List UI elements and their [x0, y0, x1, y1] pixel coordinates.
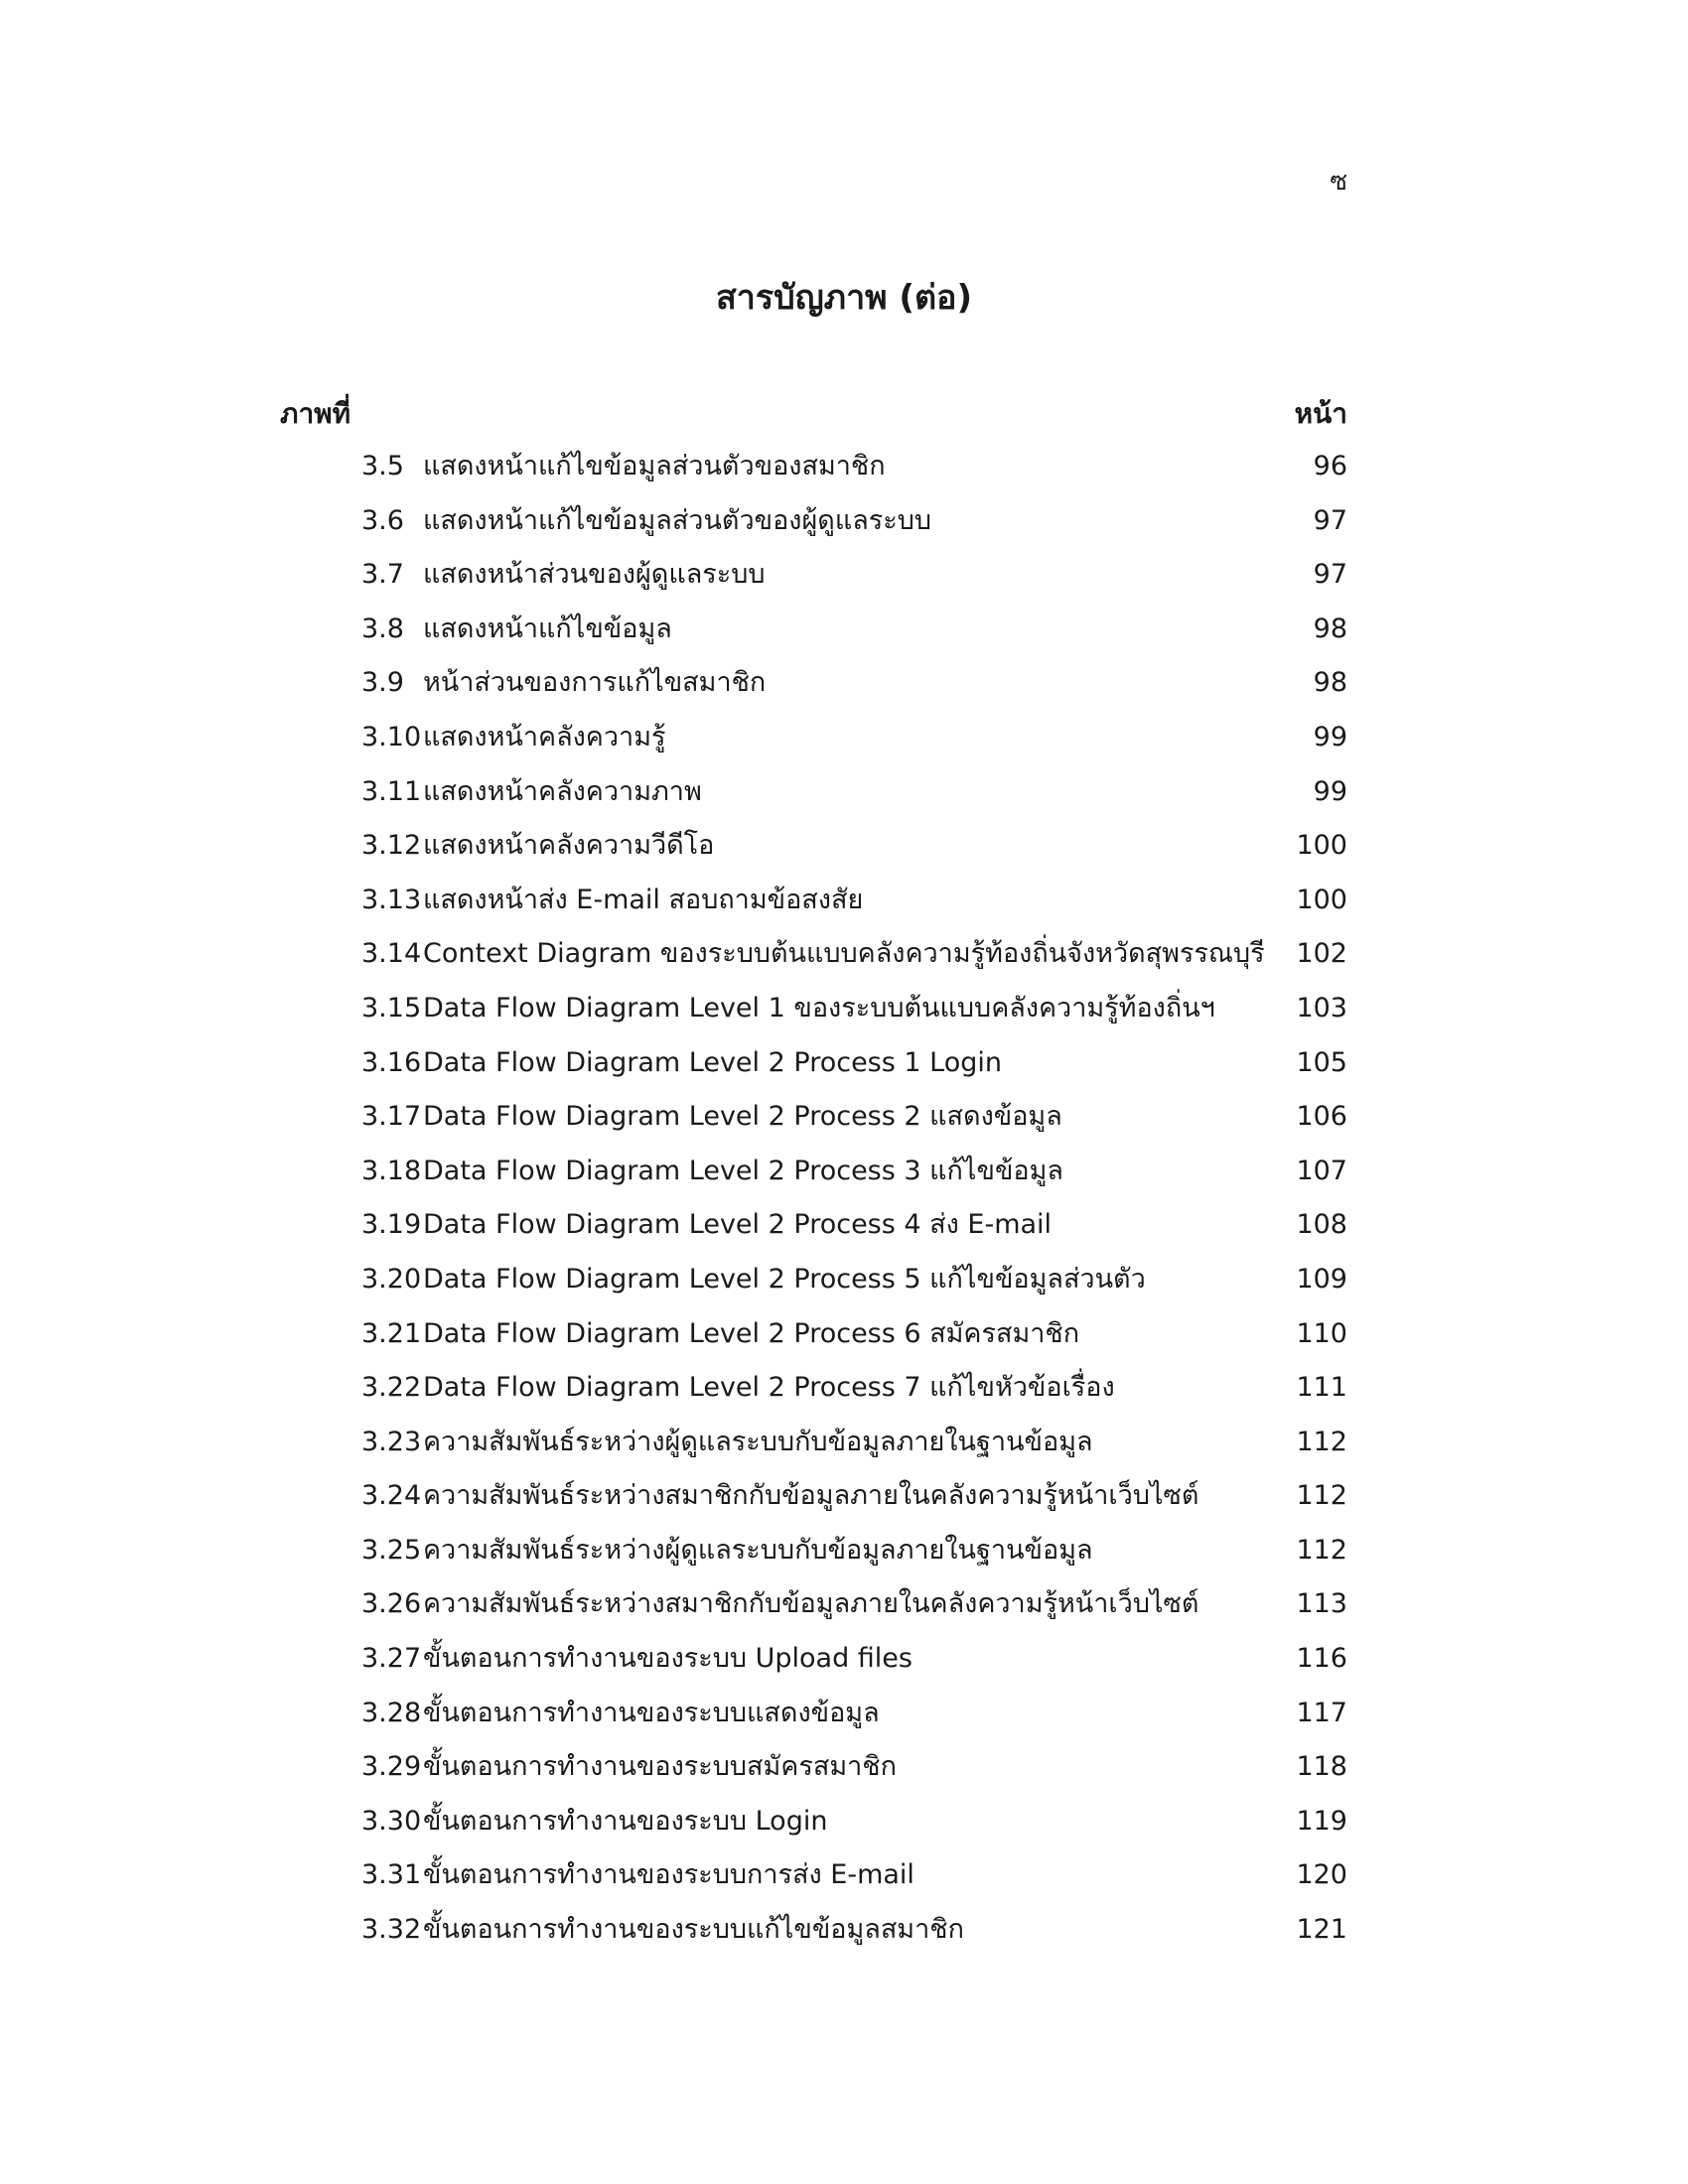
figure-number: 3.9 [361, 667, 404, 699]
figure-page-number: 116 [1296, 1643, 1347, 1675]
figure-list-item [361, 1531, 1347, 1585]
figure-list-item [361, 989, 1347, 1043]
figure-list-item [361, 718, 1347, 772]
figure-title: ขั้นตอนการทำงานของระบบสมัครสมาชิก [423, 1751, 897, 1783]
figure-list-item [361, 826, 1347, 881]
figure-page-number: 112 [1296, 1426, 1347, 1457]
page-number: ซ [1330, 167, 1347, 197]
figure-title: ขั้นตอนการทำงานของระบบ Upload files [423, 1643, 913, 1675]
figure-title: ความสัมพันธ์ระหว่างผู้ดูแลระบบกับข้อมูลภายในฐานข้อมูล [423, 1426, 1093, 1457]
figure-title: แสดงหน้าคลังความรู้ [423, 721, 666, 752]
figure-number: 3.17 [361, 1101, 422, 1133]
figure-page-number: 112 [1296, 1480, 1347, 1512]
figure-page-number: 102 [1296, 938, 1347, 970]
figure-list-item [361, 663, 1347, 718]
figure-number: 3.22 [361, 1372, 422, 1404]
figure-title: แสดงหน้าคลังความภาพ [423, 775, 702, 807]
figure-list [361, 447, 1347, 1965]
figure-number: 3.27 [361, 1643, 422, 1675]
figure-page-number: 105 [1296, 1046, 1347, 1078]
figure-list-item [361, 1910, 1347, 1965]
figure-number: 3.31 [361, 1859, 422, 1891]
figure-page-number: 108 [1296, 1209, 1347, 1241]
figure-list-item [361, 610, 1347, 664]
figure-list-item [361, 1584, 1347, 1639]
figure-list-item [361, 501, 1347, 556]
figure-number: 3.8 [361, 613, 404, 644]
figure-page-number: 96 [1313, 451, 1347, 481]
figure-number: 3.26 [361, 1588, 422, 1620]
figure-title: แสดงหน้าคลังความวีดีโอ [423, 830, 715, 862]
figure-title: ความสัมพันธ์ระหว่างผู้ดูแลระบบกับข้อมูลภายในฐานข้อมูล [423, 1534, 1093, 1566]
figure-title: หน้าส่วนของการแก้ไขสมาชิก [423, 667, 767, 699]
figure-title: Data Flow Diagram Level 2 Process 2 แสดงข้อมูล [423, 1101, 1062, 1133]
figure-title: Data Flow Diagram Level 2 Process 6 สมัครสมาชิก [423, 1317, 1080, 1349]
figure-list-item [361, 1747, 1347, 1802]
figure-page-number: 119 [1296, 1805, 1347, 1837]
figure-list-item [361, 1260, 1347, 1314]
figure-page-number: 106 [1296, 1101, 1347, 1133]
figure-list-item [361, 1639, 1347, 1694]
figure-page-number: 100 [1296, 830, 1347, 862]
figure-page-number: 99 [1313, 721, 1347, 752]
toc-header-row [280, 392, 1347, 432]
figure-number: 3.15 [361, 992, 422, 1024]
figure-page-number: 98 [1313, 613, 1347, 644]
figure-page-number: 97 [1313, 559, 1347, 591]
figure-page-number: 110 [1296, 1317, 1347, 1349]
figure-title: ขั้นตอนการทำงานของระบบแสดงข้อมูล [423, 1697, 880, 1728]
figure-title: Context Diagram ของระบบต้นแบบคลังความรู้ท้องถิ่นจังหวัดสุพรรณบุรี [423, 938, 1265, 970]
figure-list-item [361, 1802, 1347, 1856]
figure-title: ขั้นตอนการทำงานของระบบการส่ง E-mail [423, 1859, 914, 1891]
figure-list-item [361, 934, 1347, 989]
figure-title: ความสัมพันธ์ระหว่างสมาชิกกับข้อมูลภายในคลังความรู้หน้าเว็บไซต์ [423, 1588, 1199, 1620]
figure-list-item [361, 1314, 1347, 1369]
figure-number: 3.30 [361, 1805, 422, 1837]
figure-number: 3.14 [361, 938, 422, 970]
figure-title: แสดงหน้าส่ง E-mail สอบถามข้อสงสัย [423, 884, 864, 915]
figure-page-number: 103 [1296, 992, 1347, 1024]
figure-number: 3.24 [361, 1480, 422, 1512]
figure-page-number: 117 [1296, 1697, 1347, 1728]
figure-list-item [361, 1694, 1347, 1748]
figure-list-item [361, 1368, 1347, 1423]
figure-title: แสดงหน้าแก้ไขข้อมูลส่วนตัวของผู้ดูแลระบบ [423, 504, 932, 536]
figure-title: Data Flow Diagram Level 2 Process 7 แก้ไขหัวข้อเรื่อง [423, 1372, 1115, 1404]
figure-page-number: 112 [1296, 1534, 1347, 1566]
figure-title: ขั้นตอนการทำงานของระบบแก้ไขข้อมูลสมาชิก [423, 1914, 964, 1946]
figure-title: ความสัมพันธ์ระหว่างสมาชิกกับข้อมูลภายในคลังความรู้หน้าเว็บไซต์ [423, 1480, 1199, 1512]
figure-list-item [361, 1152, 1347, 1206]
figure-page-number: 97 [1313, 504, 1347, 536]
figure-title: แสดงหน้าแก้ไขข้อมูล [423, 613, 672, 644]
figure-number: 3.5 [361, 451, 404, 481]
figure-number: 3.25 [361, 1534, 422, 1566]
figure-page-number: 111 [1296, 1372, 1347, 1404]
figure-number: 3.12 [361, 830, 422, 862]
figure-list-item [361, 1097, 1347, 1152]
figure-page-number: 113 [1296, 1588, 1347, 1620]
figure-page-number: 118 [1296, 1751, 1347, 1783]
figure-list-item [361, 1205, 1347, 1260]
figure-number: 3.6 [361, 504, 404, 536]
figure-column-header: ภาพที่ [280, 397, 352, 430]
figure-number: 3.29 [361, 1751, 422, 1783]
figure-title: Data Flow Diagram Level 1 ของระบบต้นแบบคลังความรู้ท้องถิ่นฯ [423, 992, 1215, 1024]
figure-number: 3.10 [361, 721, 422, 752]
figure-number: 3.13 [361, 884, 422, 915]
figure-page-number: 99 [1313, 775, 1347, 807]
figure-page-number: 100 [1296, 884, 1347, 915]
figure-title: Data Flow Diagram Level 2 Process 3 แก้ไขข้อมูล [423, 1155, 1063, 1186]
figure-list-item [361, 1855, 1347, 1910]
figure-page-number: 120 [1296, 1859, 1347, 1891]
figure-page-number: 109 [1296, 1263, 1347, 1295]
figure-list-item [361, 555, 1347, 610]
page-column-header: หน้า [1294, 397, 1347, 430]
figure-number: 3.11 [361, 775, 422, 807]
figure-title: Data Flow Diagram Level 2 Process 4 ส่ง E-mail [423, 1209, 1053, 1241]
figure-title: Data Flow Diagram Level 2 Process 1 Login [423, 1046, 1002, 1078]
figure-number: 3.7 [361, 559, 404, 591]
figure-page-number: 107 [1296, 1155, 1347, 1186]
figure-list-item [361, 881, 1347, 935]
figure-number: 3.32 [361, 1914, 422, 1946]
figure-list-item [361, 1423, 1347, 1477]
figure-list-item [361, 1476, 1347, 1531]
figure-list-item [361, 772, 1347, 827]
figure-title: แสดงหน้าส่วนของผู้ดูแลระบบ [423, 559, 766, 591]
figure-title: ขั้นตอนการทำงานของระบบ Login [423, 1805, 828, 1837]
page-title: สารบัญภาพ (ต่อ) [716, 278, 972, 318]
figure-number: 3.23 [361, 1426, 422, 1457]
figure-title: Data Flow Diagram Level 2 Process 5 แก้ไขข้อมูลส่วนตัว [423, 1263, 1146, 1295]
figure-number: 3.16 [361, 1046, 422, 1078]
figure-title: แสดงหน้าแก้ไขข้อมูลส่วนตัวของสมาชิก [423, 451, 886, 481]
figure-page-number: 98 [1313, 667, 1347, 699]
figure-number: 3.28 [361, 1697, 422, 1728]
figure-number: 3.19 [361, 1209, 422, 1241]
figure-number: 3.21 [361, 1317, 422, 1349]
figure-page-number: 121 [1296, 1914, 1347, 1946]
figure-list-item [361, 1043, 1347, 1098]
figure-list-item [361, 447, 1347, 501]
figure-number: 3.20 [361, 1263, 422, 1295]
figure-number: 3.18 [361, 1155, 422, 1186]
